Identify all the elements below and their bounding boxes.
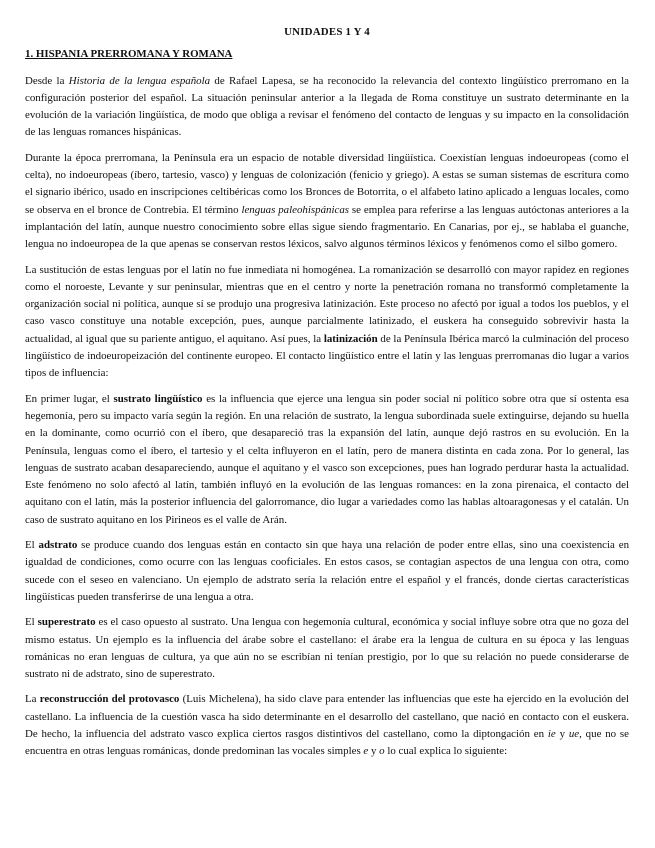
paragraph-7: [25, 691, 629, 760]
text-run: de la Península Ibérica marcó la culminación del proceso lingüístico de indoeuropeización del continente europeo. El contacto lingüístico entre el latín y las lenguas prerromanas dio lugar a varios tipos de influencia:: [25, 332, 629, 380]
paragraph-2: [25, 150, 629, 254]
text-run: es la influencia que ejerce una lengua sin poder social ni político sobre otra que sí ostenta esa hegemonía, pero su impacto varía según la región. En una relación de sustrato, la lengua subordinada suele extinguirse, dejando su huella en la dominante, como ocurrió con el íbero, que desapareció tras la expansión del latín, aunque dejó rastros en su evolución. En la Península, lenguas como el íbero, el tartesio y el celta influyeron en el latín, pero de manera distinta en cada zona. Por lo general, las lenguas de sustrato acaban desapareciendo, aunque el aquitano y el vasco son excepciones, pues han logrado perdurar hasta la actualidad. Este fenómeno no solo afectó al latín, también influyó en la evolución de las lenguas romances: en la zona pirenaica, el contacto del aquitano con el latín, más la posterior influencia del galorromance, dio lugar a variedades como las hablas altoaragonesas y el catalán. Un caso de sustrato aquitano en los Pirineos es el valle de Arán.: [25, 392, 629, 526]
bold-term: adstrato: [38, 539, 78, 552]
text-run: La: [25, 693, 40, 706]
paragraph-3: [25, 262, 629, 383]
bold-term: sustrato lingüístico: [113, 392, 203, 405]
section-heading: 1. HISPANIA PRERROMANA Y ROMANA: [25, 48, 233, 61]
paragraph-1: [25, 73, 629, 142]
text-run: es el caso opuesto al sustrato. Una lengua con hegemonía cultural, económica y social influye sobre otra que no goza del mismo estatus. Un ejemplo es la influencia del árabe sobre el castellano: el árabe era la lengua de cultura en su época y las lenguas románicas no eran lenguas de cultura, ya que aún no se escribían ni tenían prestigio, por lo que su relación no puede considerarse de sustrato ni de adstrato, sino de superestrato.: [25, 616, 630, 681]
text-run: La sustitución de estas lenguas por el latín no fue inmediata ni homogénea. La romanización se desarrolló con mayor rapidez en regiones como el noroeste, Levante y sur peninsular, mientras que en el centro y norte la penetración romana no transformó completamente la organización social ni política, aunque sí se produjo una progresiva latinización. Este proceso no afectó por igual a todos los pueblos, y el caso vasco constituye una notable excepción, pues, aunque parcialmente latinizado, el euskera ha conseguido sobrevivir hasta la actualidad, al igual que su pariente antiguo, el aquitano. Así pues, la: [25, 263, 629, 345]
text-run: Durante la época prerromana, la Península era un espacio de notable diversidad lingüística. Coexistían lenguas indoeuropeas (como el celta), no indoeuropeas (íbero, tartesio, vasco) y lenguas de colonización (fenicio y griego). A estas se suman sistemas de escritura como el signario ibérico, usado en inscripciones celtibéricas como los Bronces de Botorrita, o el alfabeto latino aplicado a lenguas locales, como se observa en el bronce de Contrebia. El término: [25, 151, 629, 216]
paragraph-4: [25, 391, 629, 529]
text-run: de Rafael Lapesa, se ha reconocido la relevancia del contexto lingüístico prerromano en la configuración posterior del español. La situación peninsular anterior a la llegada de Roma constituye un sustrato determinante en la evolución de la variación lingüística, de modo que obliga a revisar el fenómeno del contacto de lenguas y su impacto en la consolidación de las lenguas romances hispánicas.: [25, 74, 629, 139]
italic-term: o: [379, 745, 385, 758]
bold-term: reconstrucción del protovasco: [39, 693, 180, 706]
text-run: y: [368, 745, 380, 758]
italic-term: ie: [547, 727, 556, 740]
bold-term: superestrato: [37, 616, 96, 629]
bold-term: latinización: [323, 332, 378, 345]
text-run: Desde la: [25, 74, 69, 87]
italic-term: ue: [568, 727, 580, 740]
text-run: y: [555, 727, 569, 740]
text-run: , que no se encuentra en otras lenguas románicas, donde predominan las vocales simples: [25, 727, 630, 758]
text-run: se emplea para referirse a las lenguas autóctonas anteriores a la implantación del latín, aunque nuestro conocimiento sobre ellas sigue siendo fragmentario. En Canarias, por ej., se hablaba el guanche, lengua no indoeuropea de la que apenas se conservan restos léxicos, salvo algunos términos léxicos y fenómenos como el silbo gomero.: [25, 203, 629, 251]
text-run: El: [25, 616, 38, 629]
text-run: se produce cuando dos lenguas están en contacto sin que haya una relación de poder entre ellas, sino una coexistencia en igualdad de condiciones, como ocurre con las lenguas cooficiales. En estos casos, se contagian aspectos de una lengua con otra, como sucede con el seseo en valenciano. Un ejemplo de adstrato sería la relación entre el español y el francés, donde ciertas características lingüísticas pueden transferirse de una lengua a otra.: [25, 539, 630, 603]
text-run: En primer lugar, el: [25, 392, 114, 405]
italic-term: e: [363, 745, 369, 758]
text-run: (Luis Michelena), ha sido clave para entender las influencias que este ha ejercido en la evolución del castellano. La influencia de la cuestión vasca ha sido determinante en el desarrollo del castellano, que nació en contacto con el euskera. De hecho, la influencia del adstrato vasco explica ciertos rasgos distintivos del castellano, como la diptongación en: [25, 693, 629, 740]
italic-term: lenguas paleohispánicas: [241, 203, 350, 216]
text-run: lo cual explica lo siguiente:: [384, 745, 508, 758]
italic-term: Historia de la lengua española: [68, 74, 211, 87]
document-title: UNIDADES 1 Y 4: [284, 26, 370, 38]
paragraph-5: [25, 537, 629, 606]
text-run: El: [25, 539, 39, 552]
paragraph-6: [25, 614, 629, 683]
body-text: [25, 73, 629, 761]
